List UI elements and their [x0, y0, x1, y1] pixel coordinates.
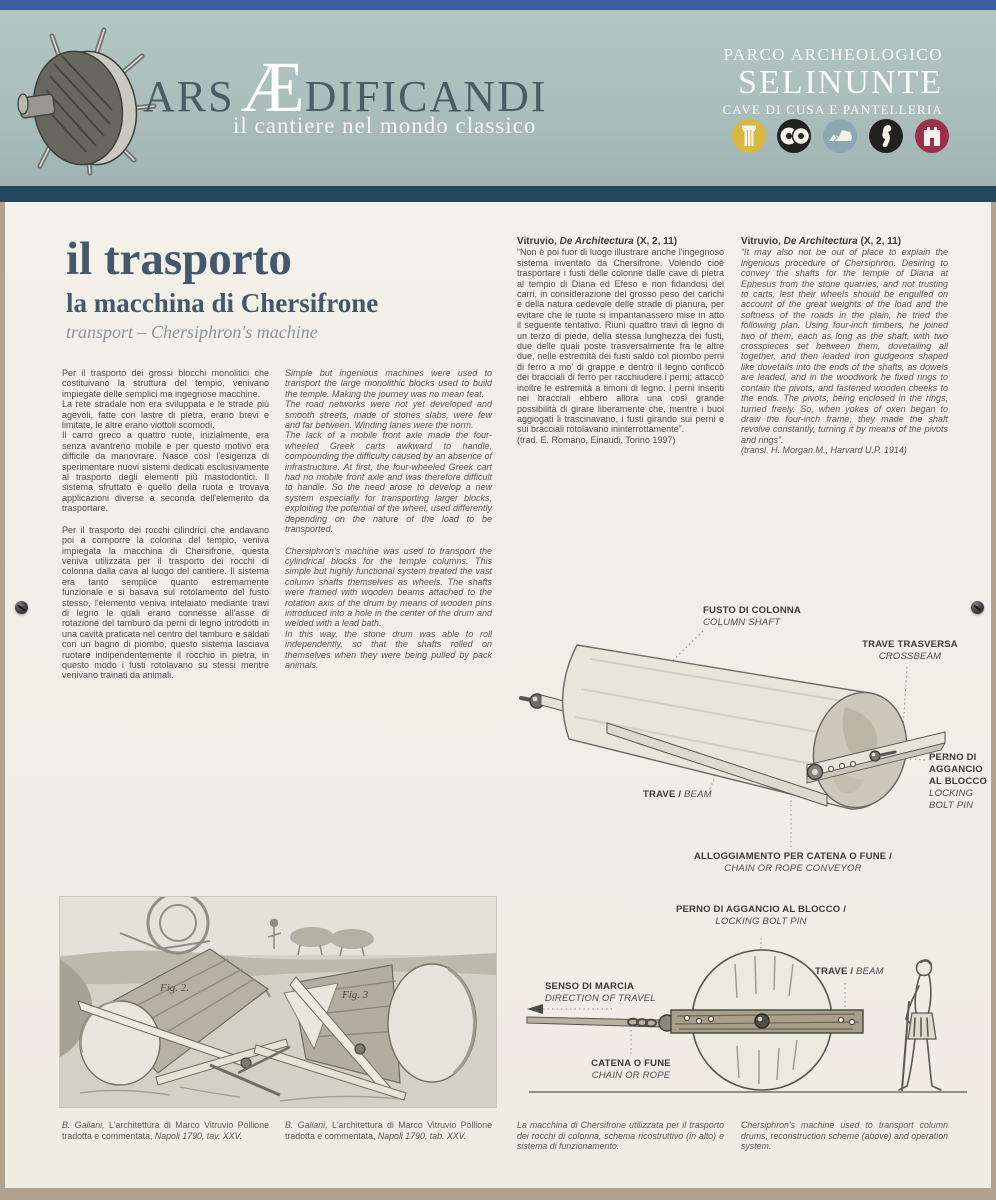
caption-ref: Napoli 1790, tav. XXV.	[154, 1130, 243, 1141]
label-it: CATENA O FUNE	[591, 1058, 671, 1069]
label-chain-conveyor	[633, 851, 953, 875]
label-en: LOCKING BOLT PIN	[715, 916, 807, 927]
vitruvius-ref: (X, 2, 11)	[636, 236, 678, 247]
center-pin	[755, 1014, 769, 1028]
park-line1: PARCO ARCHEOLOGICO	[723, 45, 943, 64]
paragraph: Il carro greco a quattro ruote, inizialmente, era senza avantreno mobile e per questo motivo era difficile da manovrare. Nasce così l'esigenza di sperimentare nuovi sistemi dedicati esclusivamente al trasporto degli elementi più mastodontici. Il sistema sfruttato è quello della ruota e trovava applicazioni diverse a seconda dell'elemento da trasportare.	[62, 430, 269, 514]
label-it: ALLOGGIAMENTO PER CATENA O FUNE /	[693, 851, 892, 862]
label-locking-bolt-pin	[611, 904, 911, 928]
operation-diagram	[515, 886, 993, 1124]
page-title-translation: transport – Chersiphron's machine	[66, 322, 318, 342]
label-en: COLUMN SHAFT	[703, 617, 781, 628]
caption-text: La macchina di Chersifrone utilizzata per il trasporto dei rocchi di colonna, schema ricostruttivo (in alto) e sistema di funzionamento.	[517, 1120, 724, 1152]
brand-ae-ligature: Æ	[240, 47, 305, 127]
vitruvius-work: De Architectura	[559, 236, 634, 247]
caption-machine-english	[741, 1120, 948, 1152]
label-it: AGGANCIO	[929, 764, 983, 775]
logo-hub-cap	[18, 94, 28, 114]
caption-galiani-left	[62, 1120, 269, 1141]
vitruvius-quote: “It may also not be out of place to explain the ingenious procedure of Chersiphron. Desiring to convey the shafts for the temple of Diana at Ephesus from the stone quarries, and not trusting to carts, lest their wheels should be engulfed on account of the great weights of the load and the softness of the roads in the plain, he tried the following plan. Using four-inch timbers, he joined two of them, each as long as the shaft, with two crosspieces set between them, dovetailing all together, and then leaded iron gudgeons shaped like dovetails into the ends of the shafts, as dowels are leaded, and in the woodwork he fixed rings to contain the pivots, and fastened wooden cheeks to the ends. The pivots, being enclosed in the rings, turned freely. So, when yokes of oxen began to draw the four-inch frame, they made the shaft revolve constantly, turning it by means of the pivots and rings”.	[741, 247, 948, 445]
label-it: PERNO DI AGGANCIO AL BLOCCO /	[675, 904, 847, 915]
direction-arrow	[527, 1004, 543, 1014]
vitruvius-author: Vitruvio,	[517, 236, 557, 247]
label-direction-of-travel	[545, 981, 656, 1005]
translation-credit: (transl. H. Morgan M., Harvard U.P. 1914)	[741, 445, 907, 456]
label-locking-bolt-pin	[929, 752, 987, 812]
page-title: il trasporto	[66, 233, 292, 285]
vitruvius-ref: (X, 2, 11)	[860, 236, 902, 247]
label-it: PERNO DI	[929, 752, 977, 763]
label-en: LOCKING	[929, 788, 974, 799]
vitruvius-heading	[741, 237, 948, 247]
label-it: TRAVE /	[815, 966, 854, 977]
label-it: AL BLOCCO	[929, 776, 988, 787]
park-line2: SELINUNTE	[738, 64, 943, 101]
statue-icon	[869, 119, 903, 153]
column-drums-icon	[777, 119, 811, 153]
vitruvius-author: Vitruvio,	[741, 236, 781, 247]
reconstruction-diagram	[515, 597, 993, 889]
tower-icon	[915, 119, 949, 153]
page-subtitle: la macchina di Chersifrone	[66, 288, 379, 318]
caption-text: Chersiphron's machine used to transport column drums, reconstruction scheme (above) and operation system.	[741, 1120, 948, 1152]
brand-post: DIFICANDI	[304, 72, 548, 121]
label-column-shaft	[703, 605, 801, 629]
caption-machine-italian	[517, 1120, 724, 1152]
column-icon	[732, 119, 766, 153]
vitruvius-quote: “Non è poi fuor di luogo illustrare anche l'ingegnoso sistema inventato da Chersifrone. Volendo cioè trasportare i fusti delle colonne dalle cave di pietra al tempio di Diana ed Efeso e non fidandosi dei carri, in considerazione del grosso peso dei carichi e della natura cedevole delle strade di pianura, per evitare che le ruote si impantanassero mise in atto il seguente tentativo. Riunì quattro travi di legno di un terzo di piede, della stessa lunghezza dei fusti, due delle quali poste trasversalmente fra le altre due, nelle estremità dei fusti saldò col piombo perni di ferro a mo' di grappe e dentro il legno conficcò dei bracciali di ferro per racchiudere i perni; attaccò inoltre le estremità a timoni di legno. I perni inseriti nei bracciali ebbero allora una così grande possibilità di girare liberamente che, mentre i buoi aggiogati li trascinavano, i fusti girando sui perni e sui bracciali rotolavano ininterrottamente”.	[517, 247, 724, 435]
dark-teal-strip	[0, 186, 996, 202]
caption-title: L'architettura di Marco Vitruvio Pollione tradotta e commentata,	[62, 1120, 269, 1141]
paragraph: Per il trasporto dei rocchi cilindrici che andavano poi a comporre la colonna del tempio, veniva impiegata la macchina di Chersifrone, questa veniva utilizzata per il trasporto dei rocchi di colonna dalla cava al luogo del cantiere. Il sistema era tanto semplice quanto estremamente funzionale e si basava sul rotolamento del fusto stesso, l'elemento veniva intelaiato mediante travi di legno le quali erano connesse all'asse di rotazione del tamburo da perni di legno introdotti in una cavità praticata nel centro del tamburo e saldati con un bagno di piombo, questo sistema lasciava ruotare indipendentemente il rocchio in pietra, in questo modo i fusti rotolavano su stessi mentre venivano trainati da animali.	[62, 524, 269, 681]
caption-title: L'architettura di Marco Vitruvio Pollione tradotta e commentata,	[285, 1120, 492, 1141]
label-en: BOLT PIN	[929, 800, 974, 811]
brand-pre: ARS	[143, 72, 235, 121]
label-en: CROSSBEAM	[878, 651, 942, 662]
brand-subtitle: il cantiere nel mondo classico	[233, 113, 537, 138]
column-italian-intro	[62, 368, 269, 681]
drum-wheel-logo	[12, 18, 162, 178]
quarry-icon	[823, 119, 857, 153]
column-vitruvius-italian	[517, 237, 724, 445]
paragraph: Per il trasporto dei grossi blocchi monolitici che costituivano la struttura del tempio, venivano impiegate delle semplici ma ingegnose macchine.	[62, 368, 269, 399]
label-chain-or-rope	[571, 1058, 691, 1082]
label-it: TRAVE /	[643, 789, 682, 800]
paragraph: La rete stradale non era sviluppata e le strade più agevoli, fatte con lastre di pietra, erano brevi e limitate, le altre erano viottoli scomodi.	[62, 399, 269, 431]
fig2-label: Fig. 2.	[160, 982, 190, 994]
vitruvius-work: De Architectura	[783, 236, 858, 247]
paragraph: Chersiphron's machine was used to transport the cylindrical blocks for the temple columns. This simple but highly functional system treated the vast column shafts themselves as wheels. The shafts were framed with wooden beams attached to the rotation axis of the drum by means of wooden pins introduced into a hole in the center of the drum and welded with a lead bath.	[285, 545, 492, 629]
paragraph: The lack of a mobile front axle made the four-wheeled Greek carts awkward to handle, compounding the difficulty caused by an absence of infrastructure. At first, the four-wheeled Greek cart had no mobile front axle and was therefore difficult to handle. So the need arose to develop a new system especially for transporting larger blocks, exploiting the potential of the wheel, used differently depending on the nature of the load to be transported.	[285, 430, 492, 535]
header-banner	[0, 10, 996, 186]
engraving-sky	[60, 897, 496, 955]
paragraph: Simple but ingenious machines were used to transport the large monolithic blocks used to build the temple. Making the journey was no mean feat.	[285, 368, 492, 399]
label-it: SENSO DI MARCIA	[545, 981, 635, 992]
paragraph: The road networks were not yet developed and smooth streets, made of stones slabs, were few and far between. Winding lanes were the norm.	[285, 399, 492, 431]
label-it: TRAVE TRASVERSA	[862, 639, 958, 650]
vitruvius-heading	[517, 237, 724, 247]
screw-left	[15, 601, 28, 614]
caption-author: B. Galiani,	[62, 1120, 105, 1130]
label-en: CHAIN OR ROPE	[591, 1070, 671, 1081]
caption-ref: Napoli 1790, tab. XXV.	[377, 1130, 467, 1141]
caption-galiani-right	[285, 1120, 492, 1141]
column-english-intro	[285, 368, 492, 670]
label-crossbeam	[845, 639, 975, 663]
historical-engraving	[60, 897, 496, 1107]
park-icon-row	[730, 117, 960, 157]
label-beam	[815, 966, 884, 978]
label-en: DIRECTION OF TRAVEL	[545, 993, 656, 1004]
park-name-block	[723, 46, 943, 116]
man-figure	[899, 960, 941, 1090]
label-it: FUSTO DI COLONNA	[703, 605, 802, 616]
column-vitruvius-english	[741, 237, 948, 456]
label-en: BEAM	[684, 789, 712, 800]
park-line3: CAVE DI CUSA E PANTELLERIA	[722, 102, 943, 117]
paragraph: In this way, the stone drum was able to roll independently, so that the shafts rolled on themselves when they were being pulled by pack animals.	[285, 628, 492, 670]
translation-credit: (trad. E. Romano, Einaudi, Torino 1997)	[517, 434, 676, 445]
label-en: CHAIN OR ROPE CONVEYOR	[724, 863, 862, 874]
top-blue-border	[0, 0, 996, 10]
fig3-label: Fig. 3	[342, 989, 369, 1001]
label-en: BEAM	[856, 966, 884, 977]
label-beam	[643, 789, 712, 801]
caption-author: B. Galiani,	[285, 1120, 328, 1130]
